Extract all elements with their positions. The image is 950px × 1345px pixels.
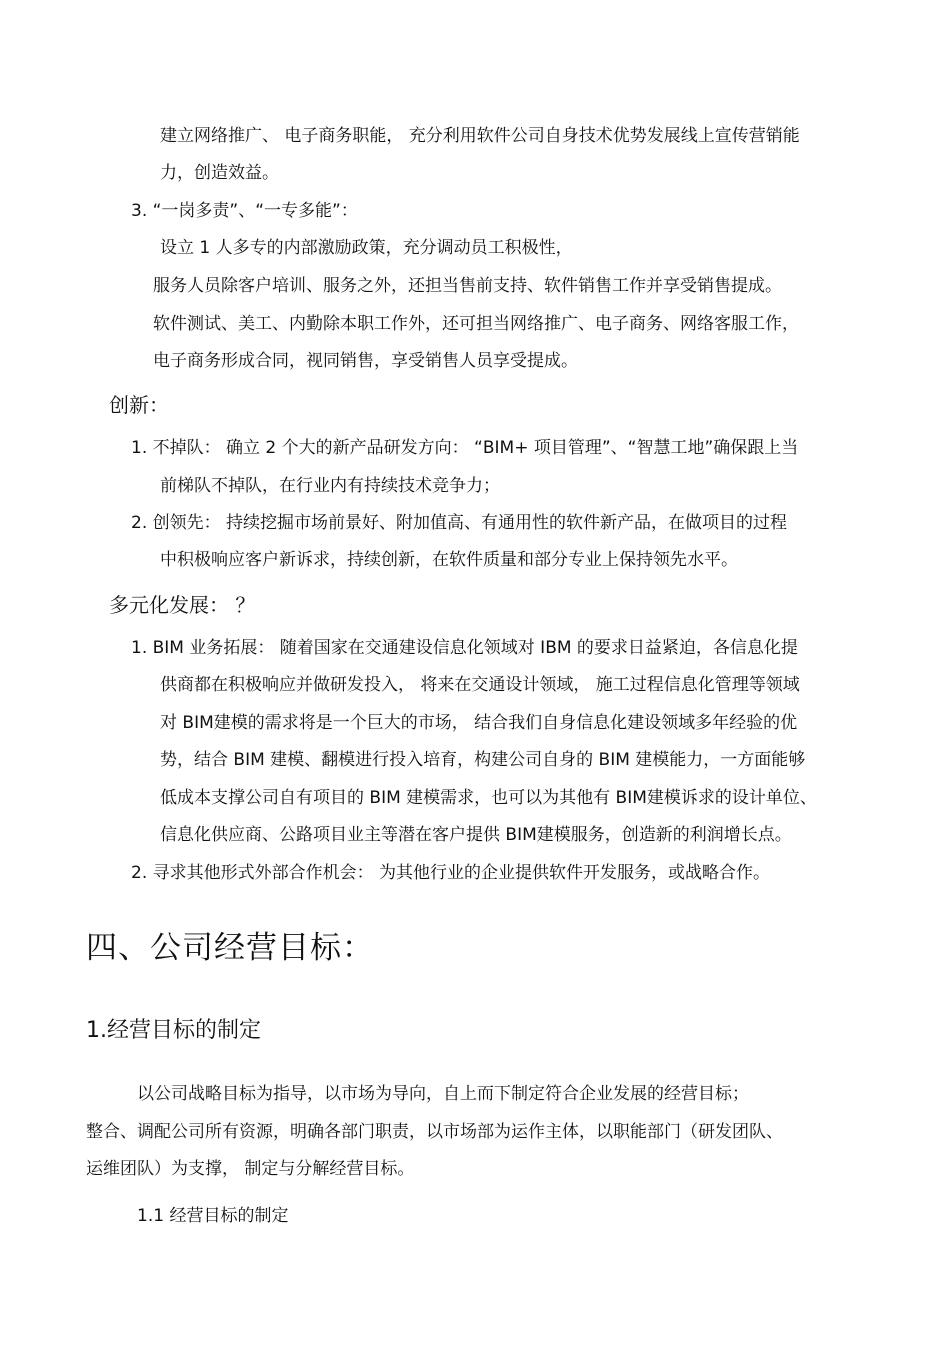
paragraph-line: 中积极响应客户新诉求，持续创新，在软件质量和部分专业上保持领先水平。: [160, 550, 738, 570]
subsection-heading: 1.经营目标的制定: [86, 1018, 261, 1043]
section-heading-innovation: 创新：: [109, 393, 169, 417]
list-item-heading: 3. “一岗多责”、“一专多能”：: [131, 201, 358, 221]
paragraph-line: 前梯队不掉队，在行业内有持续技术竞争力；: [160, 476, 500, 496]
paragraph-line: 对 BIM建模的需求将是一个巨大的市场， 结合我们自身信息化建设领域多年经验的优: [160, 713, 798, 733]
chapter-heading: 四、公司经营目标：: [86, 930, 374, 966]
list-item: 2. 寻求其他形式外部合作机会： 为其他行业的企业提供软件开发服务，或战略合作。: [131, 863, 771, 883]
list-item: 1. BIM 业务拓展： 随着国家在交通建设信息化领域对 IBM 的要求日益紧迫，各信息化提: [131, 638, 798, 658]
paragraph-line: 电子商务形成合同，视同销售，享受销售人员享受提成。: [153, 351, 578, 371]
paragraph-line: 低成本支撑公司自有项目的 BIM 建模需求，也可以为其他有 BIM建模诉求的设计单位、: [160, 788, 817, 808]
list-item: 2. 创领先： 持续挖掘市场前景好、附加值高、有通用性的软件新产品，在做项目的过程: [131, 513, 788, 533]
paragraph-line: 运维团队）为支撑， 制定与分解经营目标。: [86, 1159, 415, 1179]
paragraph-line: 力，创造效益。: [160, 163, 279, 183]
section-heading-diversification: 多元化发展： ？: [109, 593, 256, 617]
subsubsection-heading: 1.1 经营目标的制定: [137, 1206, 289, 1226]
paragraph-line: 势，结合 BIM 建模、翻模进行投入培育，构建公司自身的 BIM 建模能力，一方面能够: [160, 750, 806, 770]
paragraph-line: 整合、调配公司所有资源，明确各部门职责，以市场部为运作主体，以职能部门（研发团队、: [86, 1122, 783, 1142]
paragraph-line: 服务人员除客户培训、服务之外，还担当售前支持、软件销售工作并享受销售提成。: [153, 276, 782, 296]
list-item: 1. 不掉队： 确立 2 个大的新产品研发方向： “BIM+ 项目管理”、“智慧工地”确保跟上当: [131, 438, 799, 458]
paragraph-line: 建立网络推广、 电子商务职能， 充分利用软件公司自身技术优势发展线上宣传营销能: [160, 126, 800, 146]
paragraph-line: 设立 1 人多专的内部激励政策，充分调动员工积极性，: [160, 238, 573, 258]
paragraph-line: 供商都在积极响应并做研发投入， 将来在交通设计领域， 施工过程信息化管理等领域: [160, 675, 800, 695]
paragraph-line: 软件测试、美工、内勤除本职工作外，还可担当网络推广、电子商务、网络客服工作，: [153, 314, 799, 334]
paragraph-line: 信息化供应商、公路项目业主等潜在客户提供 BIM建模服务，创造新的利润增长点。: [160, 825, 792, 845]
paragraph-line: 以公司战略目标为指导，以市场为导向，自上而下制定符合企业发展的经营目标；: [137, 1084, 749, 1104]
